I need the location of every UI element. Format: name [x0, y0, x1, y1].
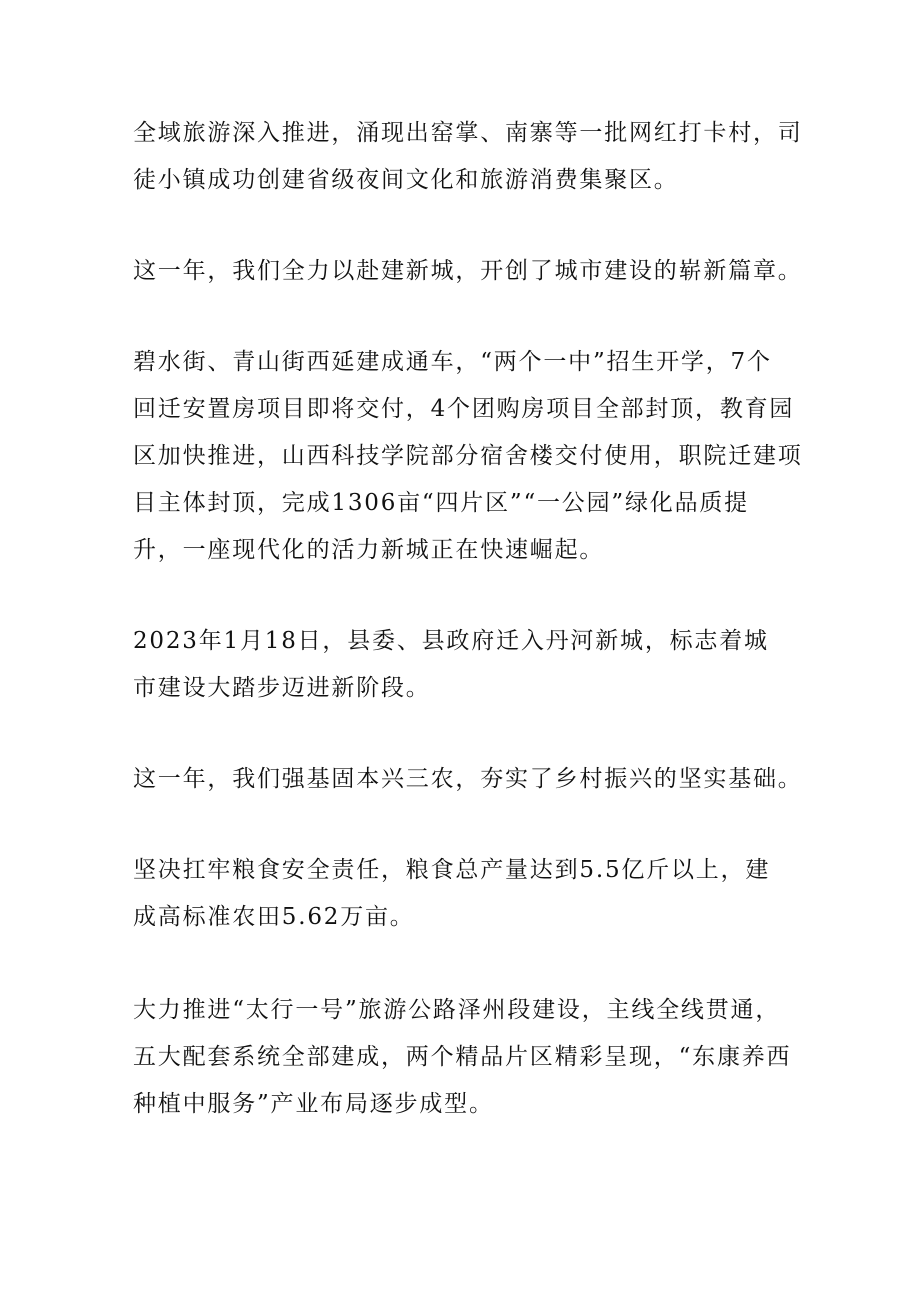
paragraph-line: 碧水街、青山街西延建成通车，“两个一中”招生开学，7个 — [133, 349, 772, 375]
paragraph-line: 目主体封顶，完成1306亩“四片区”“一公园”绿化品质提 — [133, 490, 749, 516]
paragraph-tourism — [133, 110, 803, 204]
paragraph-line: 这一年，我们强基固本兴三农，夯实了乡村振兴的坚实基础。 — [133, 766, 803, 792]
paragraph-government-move — [133, 618, 793, 712]
paragraph-line: 市建设大踏步迈进新阶段。 — [133, 675, 431, 701]
document-body — [133, 110, 803, 1172]
paragraph-line: 坚决扛牢粮食安全责任，粮食总产量达到5.5亿斤以上，建 — [133, 857, 771, 883]
paragraph-new-city-heading — [133, 248, 803, 295]
paragraph-line: 五大配套系统全部建成，两个精品片区精彩呈现，“东康养西 — [133, 1044, 792, 1070]
paragraph-line: 这一年，我们全力以赴建新城，开创了城市建设的崭新篇章。 — [133, 258, 803, 284]
paragraph-line: 大力推进“太行一号”旅游公路泽州段建设，主线全线贯通， — [133, 997, 781, 1023]
paragraph-rural-heading — [133, 756, 803, 803]
paragraph-line: 徒小镇成功创建省级夜间文化和旅游消费集聚区。 — [133, 167, 679, 193]
paragraph-grain-security — [133, 847, 793, 941]
paragraph-line: 全域旅游深入推进，涌现出窑掌、南寨等一批网红打卡村，司 — [133, 120, 803, 146]
paragraph-taihang-road — [133, 987, 793, 1128]
paragraph-city-construction — [133, 339, 803, 574]
paragraph-line: 升，一座现代化的活力新城正在快速崛起。 — [133, 537, 605, 563]
paragraph-line: 种植中服务”产业布局逐步成型。 — [133, 1091, 494, 1117]
paragraph-line: 2023年1月18日，县委、县政府迁入丹河新城，标志着城 — [133, 628, 769, 654]
paragraph-line: 成高标准农田5.62万亩。 — [133, 904, 415, 930]
paragraph-line: 区加快推进，山西科技学院部分宿舍楼交付使用，职院迁建项 — [133, 443, 803, 469]
paragraph-line: 回迁安置房项目即将交付，4个团购房项目全部封顶，教育园 — [133, 396, 795, 422]
